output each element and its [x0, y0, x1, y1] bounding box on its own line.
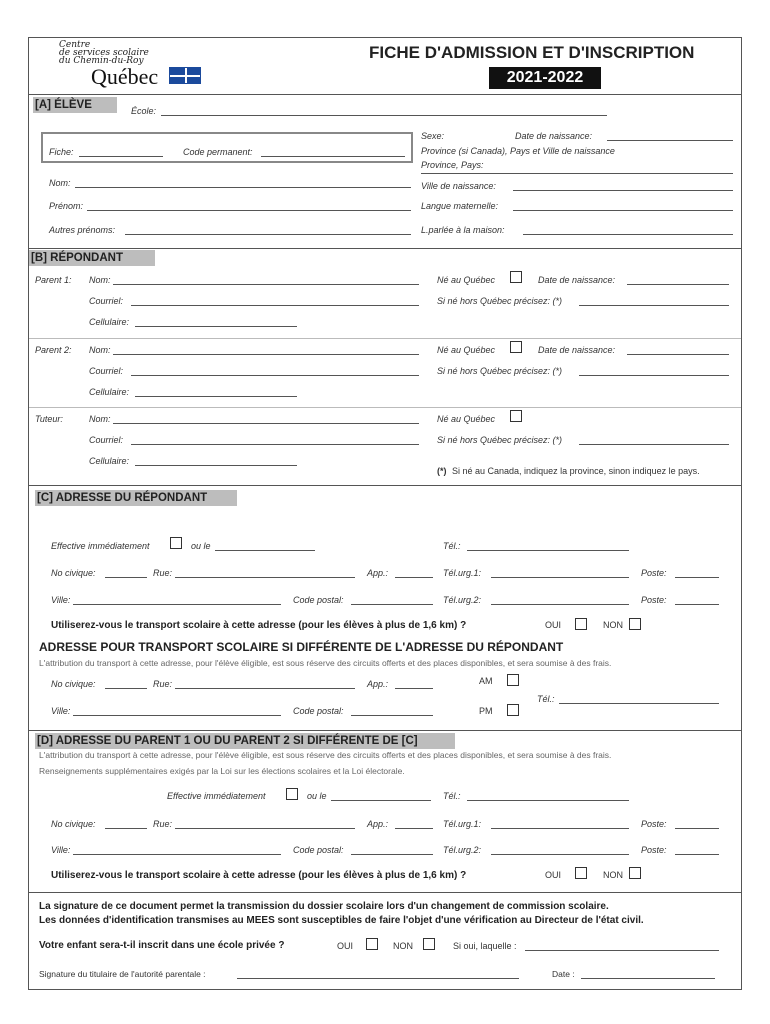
code-postal-field[interactable] [351, 604, 433, 605]
d-transport-oui-checkbox[interactable] [575, 867, 587, 879]
parent2-date-naissance-field[interactable] [627, 354, 729, 355]
tel-urg2-label: Tél.urg.2: [443, 595, 482, 605]
signature-label: Signature du titulaire de l'autorité parentale : [39, 969, 206, 979]
section-adresse-repondant [29, 485, 741, 730]
transport-rue-label: Rue: [153, 679, 173, 689]
section-a-title: [A] ÉLÈVE [33, 97, 117, 113]
d-no-civique-label: No civique: [51, 819, 96, 829]
langue-maison-label: L.parlée à la maison: [421, 225, 505, 235]
parent1-ne-quebec-checkbox[interactable] [510, 271, 522, 283]
parent1-courriel-label: Courriel: [89, 296, 124, 306]
tuteur-hors-quebec-field[interactable] [579, 444, 729, 445]
transport-ville-label: Ville: [51, 706, 71, 716]
tuteur-cellulaire-field[interactable] [135, 465, 297, 466]
transport-code-postal-label: Code postal: [293, 706, 344, 716]
transport-address-title: ADRESSE POUR TRANSPORT SCOLAIRE SI DIFFÉRENTE DE L'ADRESSE DU RÉPONDANT [39, 640, 564, 654]
parent1-cellulaire-label: Cellulaire: [89, 317, 130, 327]
parent1-ne-quebec-label: Né au Québec [437, 275, 496, 285]
parent1-courriel-field[interactable] [131, 305, 419, 306]
tuteur-cellulaire-label: Cellulaire: [89, 456, 130, 466]
signature-statement-2: Les données d'identification transmises au MEES sont susceptibles de faire l'objet d'une vérification au Directeur de l'état civil. [39, 915, 644, 926]
tuteur-ne-quebec-checkbox[interactable] [510, 410, 522, 422]
section-d-note1: L'attribution du transport à cette adresse, pour l'élève éligible, est sous réserve des circuits offerts et des places disponibles, et sera soumise à des frais. [39, 750, 612, 760]
date-label: Date : [552, 969, 575, 979]
d-rue-field[interactable] [175, 828, 355, 829]
org-name-line3: du Chemin-du-Roy [59, 56, 144, 66]
section-c-title: [C] ADRESSE DU RÉPONDANT [35, 490, 237, 506]
ville-field[interactable] [73, 604, 281, 605]
transport-oui-checkbox[interactable] [575, 618, 587, 630]
ville-naissance-label: Ville de naissance: [421, 181, 496, 191]
d-ville-label: Ville: [51, 845, 71, 855]
section-eleve [29, 94, 741, 250]
transport-non-label: NON [603, 620, 623, 630]
tuteur-courriel-field[interactable] [131, 444, 419, 445]
parent2-ne-quebec-checkbox[interactable] [510, 341, 522, 353]
parent1-date-naissance-label: Date de naissance: [538, 275, 616, 285]
app-field[interactable] [395, 577, 433, 578]
parent2-courriel-field[interactable] [131, 375, 419, 376]
parent2-nom-field[interactable] [113, 354, 419, 355]
parent1-hors-quebec-field[interactable] [579, 305, 729, 306]
tuteur-ne-quebec-label: Né au Québec [437, 414, 496, 424]
transport-non-checkbox[interactable] [629, 618, 641, 630]
parent1-nom-field[interactable] [113, 284, 419, 285]
no-civique-field[interactable] [105, 577, 147, 578]
province-pays-field[interactable] [421, 173, 733, 174]
d-tel-urg1-label: Tél.urg.1: [443, 819, 482, 829]
d-tel-label: Tél.: [443, 791, 461, 801]
parent2-cellulaire-label: Cellulaire: [89, 387, 130, 397]
tuteur-nom-label: Nom: [89, 414, 111, 424]
province-pays-note: Si né au Canada, indiquez la province, sinon indiquez le pays. [452, 466, 700, 476]
parent1-nom-label: Nom: [89, 275, 111, 285]
pm-checkbox[interactable] [507, 704, 519, 716]
parent2-ne-quebec-label: Né au Québec [437, 345, 496, 355]
d-effective-date-field[interactable] [331, 800, 431, 801]
ville-naissance-field[interactable] [513, 190, 733, 191]
school-year: 2021-2022 [489, 67, 601, 89]
province-note: Province (si Canada), Pays et Ville de naissance [421, 146, 615, 156]
transport-app-field[interactable] [395, 688, 433, 689]
tel-urg1-field[interactable] [491, 577, 629, 578]
parent2-courriel-label: Courriel: [89, 366, 124, 376]
date-naissance-field[interactable] [607, 140, 733, 141]
d-tel-urg2-label: Tél.urg.2: [443, 845, 482, 855]
code-permanent-label: Code permanent: [183, 147, 253, 157]
parent1-hors-quebec-label: Si né hors Québec précisez: (*) [437, 296, 563, 306]
org-logo [59, 40, 159, 89]
transport-question: Utiliserez-vous le transport scolaire à cette adresse (pour les élèves à plus de 1,6 km) ? [51, 620, 467, 631]
si-oui-field[interactable] [525, 950, 719, 951]
d-ville-field[interactable] [73, 854, 281, 855]
d-transport-oui-label: OUI [545, 870, 562, 880]
signature-field[interactable] [237, 978, 519, 979]
tel-urg1-label: Tél.urg.1: [443, 568, 482, 578]
tuteur-nom-field[interactable] [113, 423, 419, 424]
d-transport-non-checkbox[interactable] [629, 867, 641, 879]
transport-code-postal-field[interactable] [351, 715, 433, 716]
d-transport-question: Utiliserez-vous le transport scolaire à cette adresse (pour les élèves à plus de 1,6 km) ? [51, 870, 467, 881]
transport-note: L'attribution du transport à cette adresse, pour l'élève éligible, est sous réserve des circuits offerts et des places disponibles, et sera soumise à des frais. [39, 658, 612, 668]
tuteur-label: Tuteur: [35, 414, 63, 424]
date-naissance-label: Date de naissance: [515, 131, 593, 141]
transport-oui-label: OUI [545, 620, 562, 630]
sexe-label: Sexe: [421, 131, 445, 141]
section-d-title: [D] ADRESSE DU PARENT 1 OU DU PARENT 2 SI DIFFÉRENTE DE [C] [35, 733, 455, 749]
divider [29, 407, 741, 408]
d-code-postal-field[interactable] [351, 854, 433, 855]
d-tel-urg1-field[interactable] [491, 828, 629, 829]
parent1-cellulaire-field[interactable] [135, 326, 297, 327]
ecole-field[interactable] [161, 115, 607, 116]
quebec-flag-icon [169, 67, 201, 84]
parent2-cellulaire-field[interactable] [135, 396, 297, 397]
ville-label: Ville: [51, 595, 71, 605]
transport-no-civique-label: No civique: [51, 679, 96, 689]
transport-rue-field[interactable] [175, 688, 355, 689]
parent1-date-naissance-field[interactable] [627, 284, 729, 285]
date-field[interactable] [581, 978, 715, 979]
d-app-label: App.: [367, 819, 389, 829]
no-civique-label: No civique: [51, 568, 96, 578]
am-checkbox[interactable] [507, 674, 519, 686]
d-poste1-label: Poste: [641, 819, 667, 829]
admission-form [28, 37, 742, 990]
quebec-wordmark: Québec [91, 64, 159, 89]
d-transport-non-label: NON [603, 870, 623, 880]
privee-oui-label: OUI [337, 941, 354, 951]
poste2-label: Poste: [641, 595, 667, 605]
privee-non-label: NON [393, 941, 413, 951]
transport-no-civique-field[interactable] [105, 688, 147, 689]
langue-maison-field[interactable] [523, 234, 733, 235]
signature-statement-1: La signature de ce document permet la transmission du dossier scolaire lors d'un changement de commission scolaire. [39, 901, 609, 912]
langue-maternelle-label: Langue maternelle: [421, 201, 499, 211]
effective-checkbox[interactable] [170, 537, 182, 549]
transport-ville-field[interactable] [73, 715, 281, 716]
section-d-note2: Renseignements supplémentaires exigés par la Loi sur les élections scolaires et la Loi électorale. [39, 766, 405, 776]
code-postal-label: Code postal: [293, 595, 344, 605]
tel-urg2-field[interactable] [491, 604, 629, 605]
d-code-postal-label: Code postal: [293, 845, 344, 855]
prenom-label: Prénom: [49, 201, 84, 211]
d-tel-field[interactable] [467, 800, 629, 801]
divider [29, 338, 741, 339]
ecole-label: École: [131, 106, 157, 116]
langue-maternelle-field[interactable] [513, 210, 733, 211]
province-pays-label: Province, Pays: [421, 160, 484, 170]
tel-field[interactable] [467, 550, 629, 551]
parent2-hors-quebec-field[interactable] [579, 375, 729, 376]
fiche-label: Fiche: [49, 147, 74, 157]
d-poste1-field[interactable] [675, 828, 719, 829]
org-name-line2: de services scolaire [59, 48, 149, 58]
d-poste2-label: Poste: [641, 845, 667, 855]
transport-tel-field[interactable] [559, 703, 719, 704]
form-header [29, 38, 741, 94]
app-label: App.: [367, 568, 389, 578]
rue-label: Rue: [153, 568, 173, 578]
section-b-title: [B] RÉPONDANT [29, 250, 155, 266]
autres-prenoms-field[interactable] [125, 234, 411, 235]
d-ou-le-label: ou le [307, 791, 327, 801]
form-title: FICHE D'ADMISSION ET D'INSCRIPTION [369, 43, 695, 62]
code-permanent-field[interactable] [261, 156, 405, 157]
pm-label: PM [479, 706, 493, 716]
section-repondant [29, 248, 741, 485]
d-rue-label: Rue: [153, 819, 173, 829]
privee-non-checkbox[interactable] [423, 938, 435, 950]
prenom-field[interactable] [87, 210, 411, 211]
nom-field[interactable] [75, 187, 411, 188]
parent1-label: Parent 1: [35, 275, 72, 285]
privee-oui-checkbox[interactable] [366, 938, 378, 950]
ou-le-label: ou le [191, 541, 211, 551]
section-adresse-parent [29, 730, 741, 892]
parent2-hors-quebec-label: Si né hors Québec précisez: (*) [437, 366, 563, 376]
tel-label: Tél.: [443, 541, 461, 551]
poste1-label: Poste: [641, 568, 667, 578]
section-signature [29, 892, 741, 990]
transport-app-label: App.: [367, 679, 389, 689]
d-effective-label: Effective immédiatement [167, 791, 266, 801]
parent2-date-naissance-label: Date de naissance: [538, 345, 616, 355]
note-star: (*) [437, 466, 447, 476]
am-label: AM [479, 676, 493, 686]
poste2-field[interactable] [675, 604, 719, 605]
rue-field[interactable] [175, 577, 355, 578]
parent2-label: Parent 2: [35, 345, 72, 355]
tuteur-courriel-label: Courriel: [89, 435, 124, 445]
effective-date-field[interactable] [215, 550, 315, 551]
si-oui-label: Si oui, laquelle : [453, 941, 517, 951]
tuteur-hors-quebec-label: Si né hors Québec précisez: (*) [437, 435, 563, 445]
poste1-field[interactable] [675, 577, 719, 578]
org-name-line1: Centre [59, 40, 91, 50]
d-poste2-field[interactable] [675, 854, 719, 855]
parent2-nom-label: Nom: [89, 345, 111, 355]
d-app-field[interactable] [395, 828, 433, 829]
d-no-civique-field[interactable] [105, 828, 147, 829]
autres-prenoms-label: Autres prénoms: [49, 225, 116, 235]
d-effective-checkbox[interactable] [286, 788, 298, 800]
transport-tel-label: Tél.: [537, 694, 555, 704]
nom-label: Nom: [49, 178, 71, 188]
fiche-field[interactable] [79, 156, 163, 157]
effective-label: Effective immédiatement [51, 541, 150, 551]
ecole-privee-question: Votre enfant sera-t-il inscrit dans une école privée ? [39, 940, 285, 951]
d-tel-urg2-field[interactable] [491, 854, 629, 855]
